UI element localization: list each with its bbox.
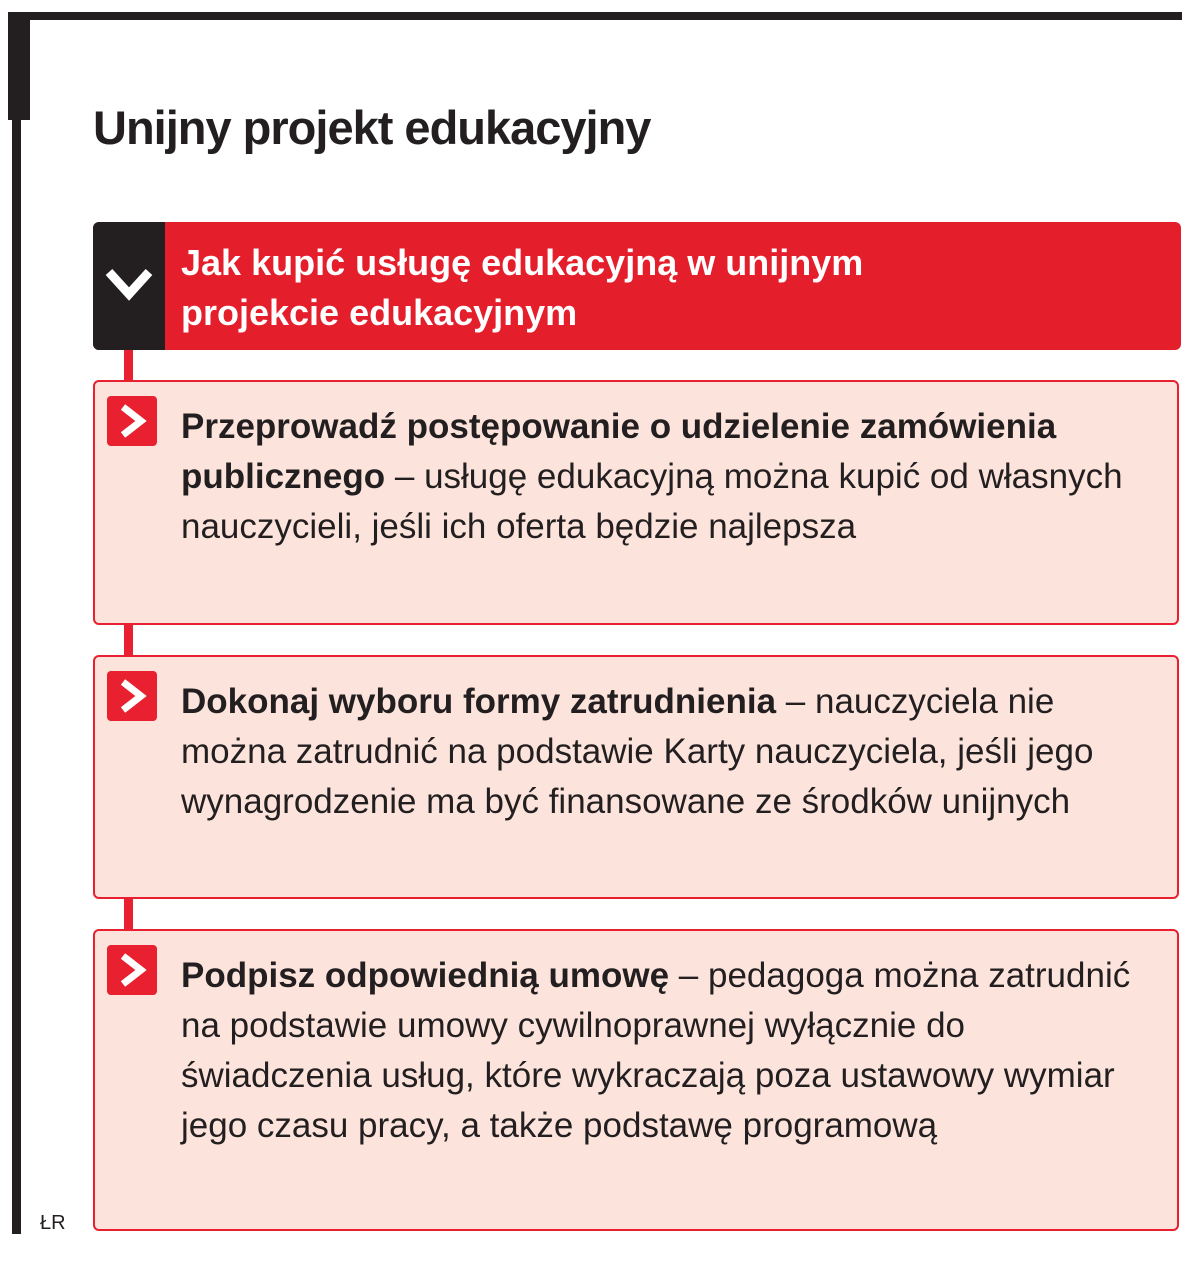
- step-heading: Podpisz odpowiednią umowę: [181, 956, 670, 995]
- step-heading: Przeprowadź postępowanie o udzielenie zamówienia publicznego: [181, 407, 1057, 496]
- step-icon-box: [107, 671, 157, 721]
- header-banner: [93, 222, 1181, 350]
- page-title: Unijny projekt edukacyjny: [93, 101, 651, 154]
- connector-line: [124, 894, 133, 934]
- chevron-right-icon: [117, 953, 147, 987]
- step-description: – pedagoga można zatrudnić na podstawie umowy cywilnoprawnej wyłącznie do świadczenia usług, które wykraczają poza ustawowy wymiar jego czasu pracy, a także podstawę programową: [181, 956, 1131, 1145]
- header-icon-tab: [93, 222, 165, 350]
- step-description: – usługę edukacyjną można kupić od własnych nauczycieli, jeśli ich oferta będzie najlepsza: [181, 457, 1123, 546]
- step-description: – nauczyciela nie można zatrudnić na podstawie Karty nauczyciela, jeśli jego wynagrodzenie ma być finansowane ze środków unijnych: [181, 682, 1094, 821]
- step-card: [93, 655, 1179, 899]
- connector-line: [124, 620, 133, 660]
- frame-left-rule: [12, 12, 21, 1234]
- step-text: [181, 402, 1157, 552]
- chevron-right-icon: [117, 404, 147, 438]
- step-icon-box: [107, 396, 157, 446]
- step-card: [93, 929, 1179, 1231]
- step-card: [93, 380, 1179, 625]
- header-text: [181, 238, 1161, 338]
- step-text: [181, 951, 1157, 1151]
- chevron-right-icon: [117, 679, 147, 713]
- frame-top-rule: [12, 12, 1182, 20]
- header-line-1: Jak kupić usługę edukacyjną w unijnym: [181, 242, 864, 283]
- header-line-2: projekcie edukacyjnym: [181, 292, 578, 333]
- step-heading: Dokonaj wyboru formy zatrudnienia: [181, 682, 777, 721]
- step-text: [181, 677, 1157, 827]
- author-credit: ŁR: [40, 1212, 66, 1234]
- connector-line: [124, 345, 133, 385]
- chevron-down-icon: [105, 266, 153, 302]
- frame-corner-notch: [8, 12, 30, 120]
- step-icon-box: [107, 945, 157, 995]
